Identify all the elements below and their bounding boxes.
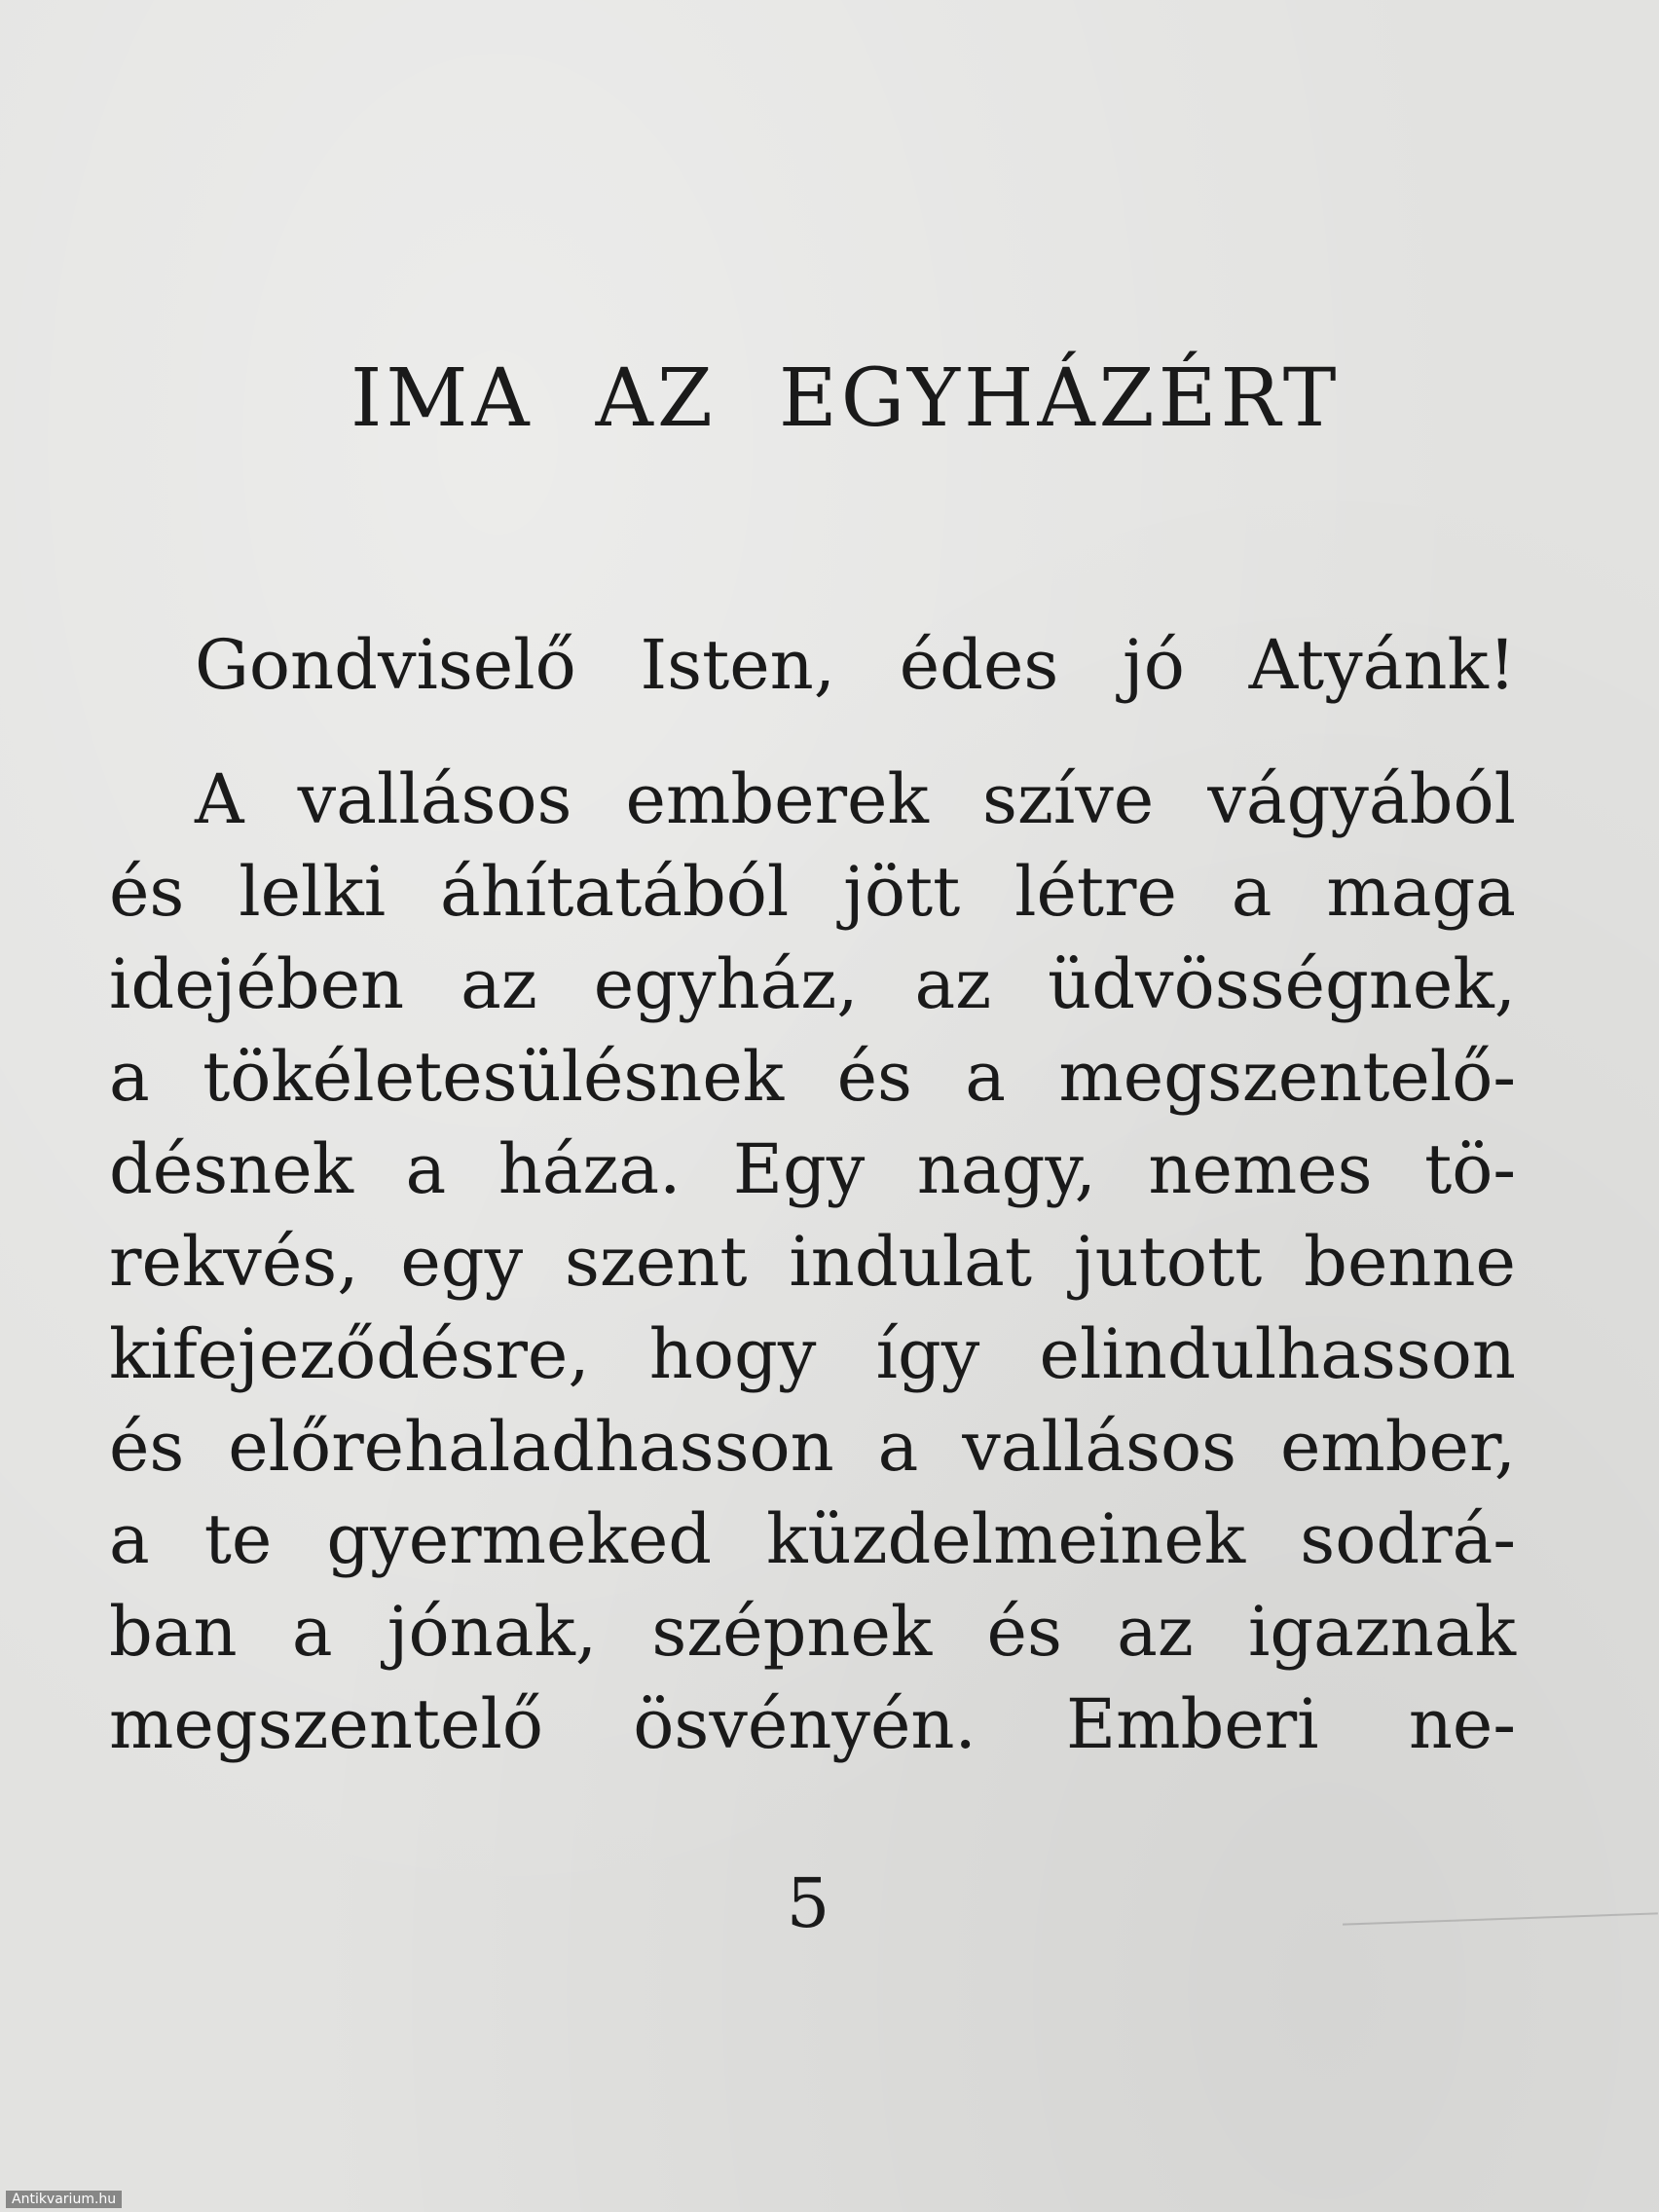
body-line: a te gyermeked küzdelmeinek sodrá-: [109, 1499, 1516, 1579]
body-line: kifejeződésre, hogy így elindulhasson: [109, 1314, 1516, 1394]
body-line: idejében az egyház, az üdvösségnek,: [109, 944, 1516, 1024]
body-line: désnek a háza. Egy nagy, nemes tö-: [109, 1129, 1516, 1209]
body-line: rekvés, egy szent indulat jutott benne: [109, 1222, 1516, 1302]
body-line: és lelki áhítatából jött létre a maga: [109, 852, 1516, 932]
body-line: megszentelő ösvényén. Emberi ne-: [109, 1684, 1516, 1764]
page-number: 5: [786, 1863, 830, 1943]
body-line: a tökéletesülésnek és a megszentelő-: [109, 1037, 1516, 1117]
watermark: Antikvarium.hu: [6, 2191, 122, 2208]
salutation-line: Gondviselő Isten, édes jó Atyánk!: [195, 625, 1516, 705]
body-line: és előrehaladhasson a vallásos ember,: [109, 1407, 1516, 1487]
prayer-body: [109, 754, 1516, 1771]
body-line: A vallásos emberek szíve vágyából: [195, 759, 1516, 839]
paper-tear-mark: [1343, 1912, 1659, 1983]
prayer-title: IMA AZ EGYHÁZÉRT: [350, 352, 1341, 445]
body-line: ban a jónak, szépnek és az igaznak: [109, 1592, 1516, 1672]
